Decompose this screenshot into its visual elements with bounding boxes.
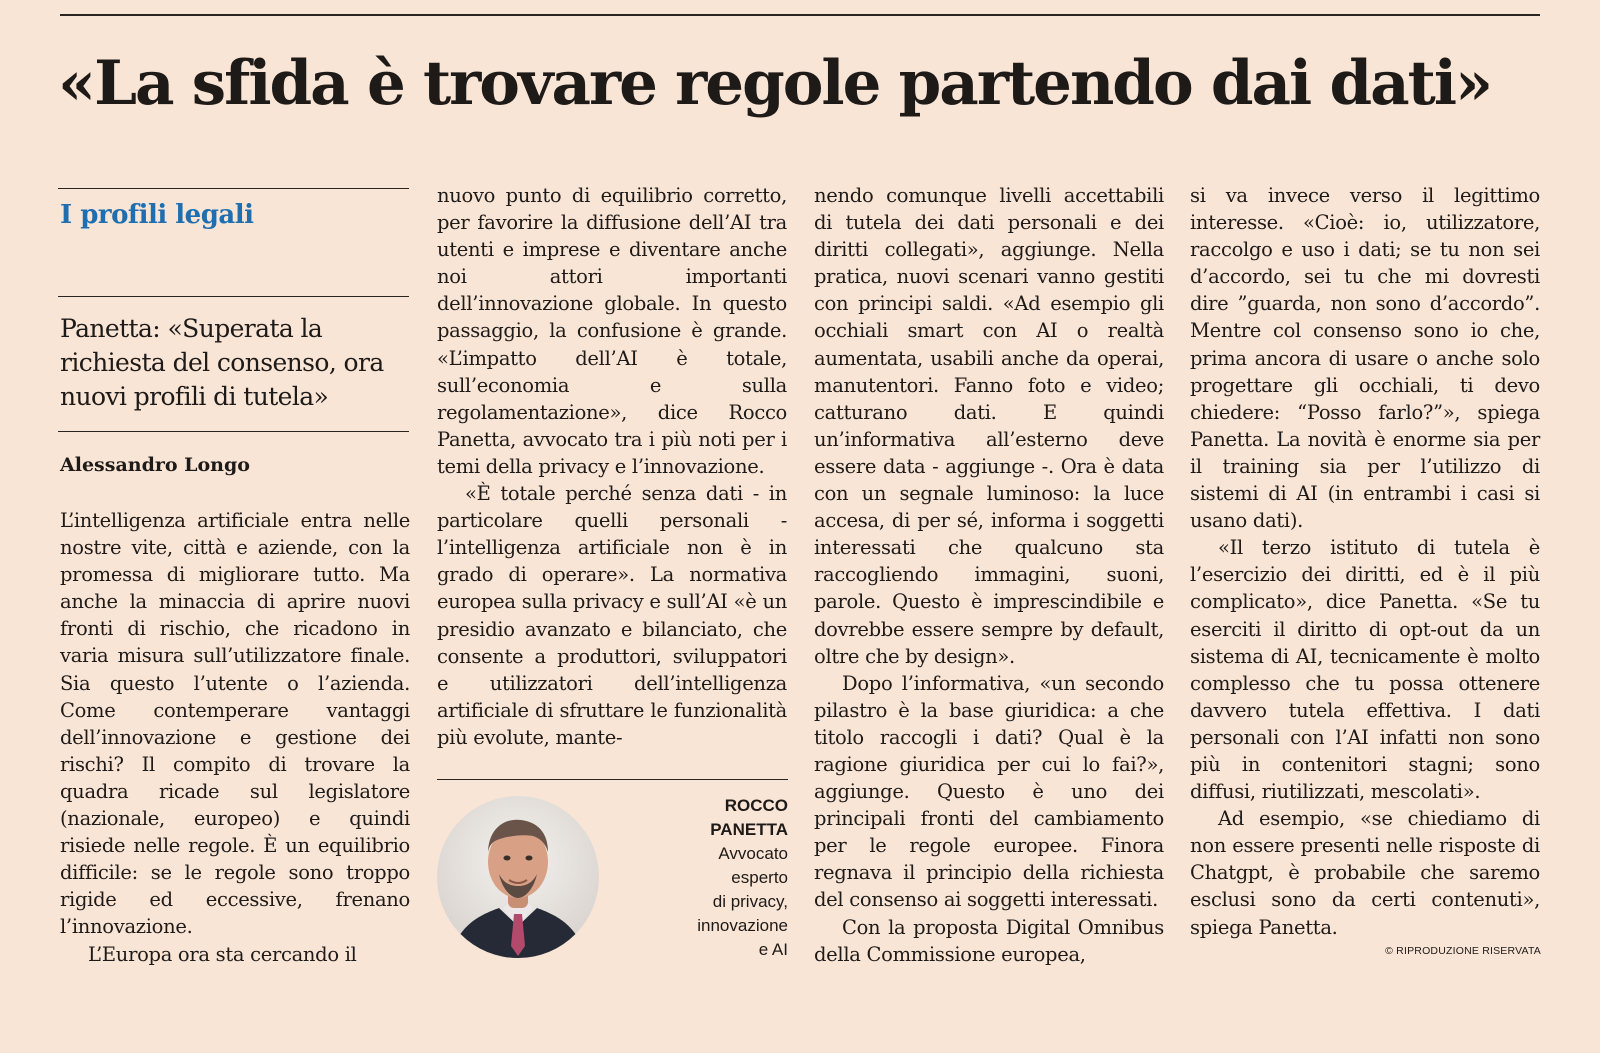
copyright-notice: © RIPRODUZIONE RISERVATA <box>1385 945 1541 957</box>
caption-name: ROCCO <box>724 796 788 815</box>
byline: Alessandro Longo <box>60 454 250 476</box>
paragraph: L’Europa ora sta cercando il <box>88 942 357 966</box>
sidebar-rule-bottom <box>58 431 409 432</box>
article-column-1 <box>60 507 410 968</box>
paragraph: «È totale perché senza dati - in particolare quelli personali - l’intelligenza artificiale non è in grado di operare». La normativa europea sulla privacy e sull’AI «è un presidio avanzato e bilanciato, che consente a produttori, sviluppatori e utilizzatori dell’intelligenza artificiale di sfruttare le funzionalità più evolute, mante- <box>437 482 787 749</box>
headline: «La sfida è trovare regole partendo dai dati» <box>58 48 1492 119</box>
portrait-illustration <box>437 796 599 958</box>
portrait-photo <box>437 796 599 958</box>
article-column-3 <box>814 182 1164 968</box>
paragraph: Con la proposta Digital Omnibus della Commissione europea, <box>814 915 1164 966</box>
section-label: I profili legali <box>60 200 254 230</box>
photo-caption <box>610 794 788 962</box>
article-column-2 <box>437 182 787 751</box>
paragraph: nuovo punto di equilibrio corretto, per favorire la diffusione dell’AI tra utenti e imprese e diventare anche noi attori importanti dell’innovazione globale. In questo passaggio, la confusione è grande. «L’impatto dell’AI è totale, sull’economia e sulla regolamentazione», dice Rocco Panetta, avvocato tra i più noti per i temi della privacy e l’innovazione. <box>437 184 787 478</box>
paragraph: Ad esempio, «se chiediamo di non essere presenti nelle risposte di Chatgpt, è probabile che saremo esclusi sono da certi contenuti», spiega Panetta. <box>1190 807 1540 939</box>
article-column-4 <box>1190 182 1540 941</box>
caption-role-line: Avvocato <box>718 844 788 863</box>
photo-rule <box>437 779 788 780</box>
caption-name: PANETTA <box>710 820 788 839</box>
caption-role-line: di privacy, <box>712 892 788 911</box>
top-rule <box>60 14 1540 16</box>
paragraph: L’intelligenza artificiale entra nelle nostre vite, città e aziende, con la promessa di migliorare tutto. Ma anche la minaccia di aprire nuovi fronti di rischio, che ricadono in varia misura sull’utilizzatore finale. Sia questo l’utente o l’azienda. Come contemperare vantaggi dell’innovazione e gestione dei rischi? Il compito di trovare la quadra ricade sul legislatore (nazionale, europeo) e quindi risiede nelle regole. È un equilibrio difficile: se le regole sono troppo rigide ed eccessive, frenano l’innovazione. <box>60 509 410 939</box>
subhead: Panetta: «Superata la richiesta del consenso, ora nuovi profili di tutela» <box>60 314 384 411</box>
paragraph: Dopo l’informativa, «un secondo pilastro è la base giuridica: a che titolo raccogli i dati? Qual è la ragione giuridica per cui lo fai?», aggiunge. Questo è uno dei principali fronti del cambiamento per le regole europee. Finora regnava il principio della richiesta del consenso ai soggetti interessati. <box>814 671 1164 912</box>
caption-role-line: innovazione <box>697 916 788 935</box>
paragraph: «Il terzo istituto di tutela è l’esercizio dei diritti, ed è il più complicato», dice Panetta. «Se tu eserciti il diritto di opt-out da un sistema di AI, tecnicamente è molto complesso che tu possa ottenere davvero tutela effettiva. I dati personali con l’AI infatti non sono più in contenitori stagni; sono diffusi, riutilizzati, mescolati». <box>1190 536 1540 804</box>
sidebar-rule-top <box>58 188 409 189</box>
caption-role-line: esperto <box>731 868 788 887</box>
paragraph: nendo comunque livelli accettabili di tutela dei dati personali e dei diritti collegati», aggiunge. Nella pratica, nuovi scenari vanno gestiti con principi saldi. «Ad esempio gli occhiali smart con AI o realtà aumentata, usabili anche da operai, manutentori. Fanno foto e video; catturano dati. E quindi un’informativa all’esterno deve essere data - aggiunge -. Ora è data con un segnale luminoso: la luce accesa, di per sé, informa i soggetti interessati che qualcuno sta raccogliendo immagini, suoni, parole. Questo è imprescindibile e dovrebbe essere sempre by default, oltre che by design». <box>814 184 1164 668</box>
sidebar-rule-middle <box>58 296 409 297</box>
caption-role-line: e AI <box>758 940 788 959</box>
paragraph: si va invece verso il legittimo interesse. «Cioè: io, utilizzatore, raccolgo e uso i dati; se tu non sei d’accordo, sei tu che mi dovresti dire ”guarda, non sono d’accordo”. Mentre col consenso sono io che, prima ancora di usare o anche solo progettare gli occhiali, ti devo chiedere: “Posso farlo?”», spiega Panetta. La novità è enorme sia per il training sia per l’utilizzo di sistemi di AI (in entrambi i casi si usano dati). <box>1190 184 1540 533</box>
